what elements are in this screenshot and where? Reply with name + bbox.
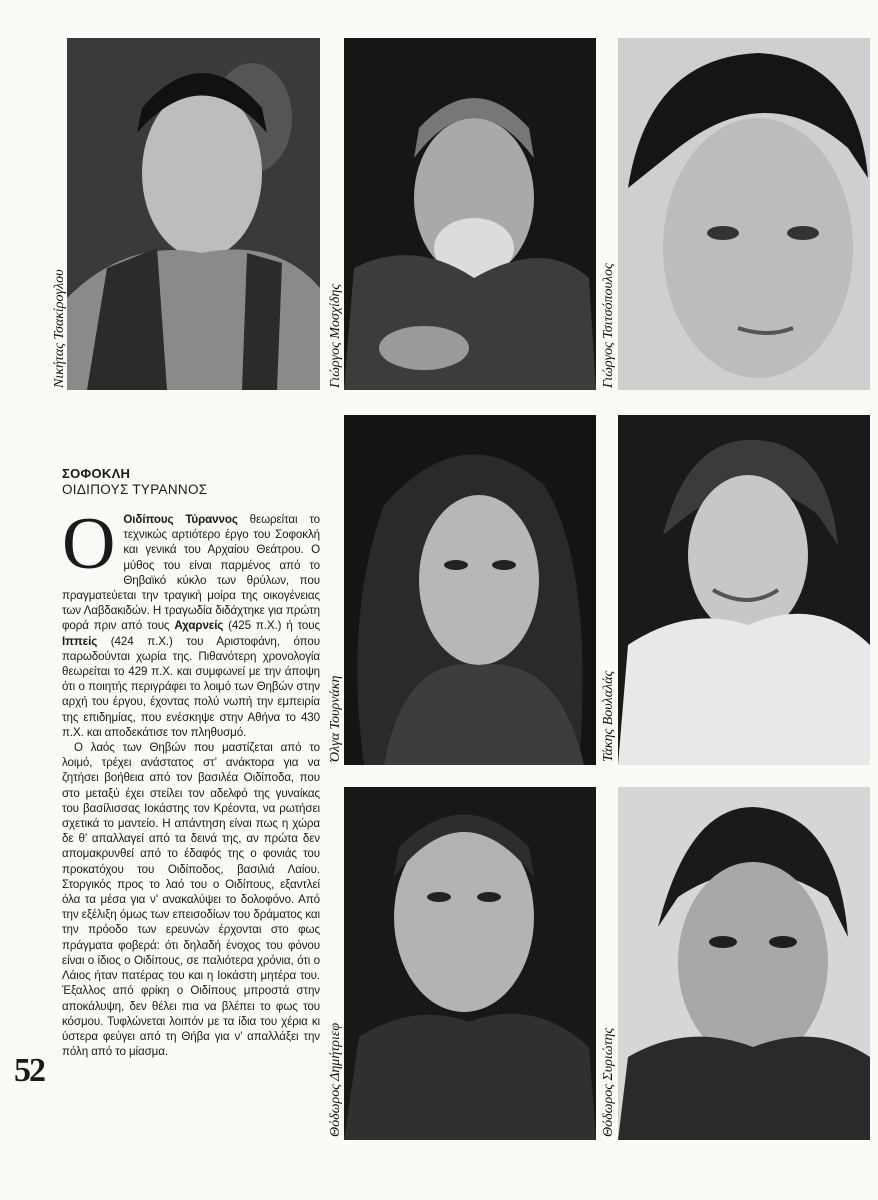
portrait-placeholder — [344, 38, 596, 390]
portrait-placeholder — [618, 38, 870, 390]
photo-olga-tournaki — [344, 415, 596, 765]
caption-giorgos-moschidis: Γιώργος Μοσχίδης — [328, 283, 343, 388]
portrait-placeholder — [618, 787, 870, 1140]
photo-giorgos-tsitsopoulos — [618, 38, 870, 390]
heading-author: ΣΟΦΟΚΛΗ — [62, 466, 131, 481]
photo-thodoros-syriotis — [618, 787, 870, 1140]
photo-giorgos-moschidis — [344, 38, 596, 390]
article-body — [62, 503, 320, 1059]
portrait-placeholder — [344, 787, 596, 1140]
article-paragraph-2: Ο λαός των Θηβών που μαστίζεται από το λοιμό, τρέχει ανάστατος στ’ ανάκτορα για να ζητήσει βοήθεια από τον βασιλέα Οιδίποδα, που στο μεταξύ έχει στείλει τον αδελφό της γυναίκας του βασίλισσας Ιοκάστης τον Κρέοντα, να ρωτήσει σχετικά το μαντείο. Η απάντηση είναι πως η χώρα δε θ’ απαλλαγεί από τα δεινά της, αν πρώτα δεν απομακρυνθεί από το έδαφός της ο φονιάς του προκατόχου του Οιδίποδος, βασιλιά Λαίου. Στοργικός προς το λαό του ο Οιδίπους, εξαντλεί όλα τα μέσα για ν’ ανακαλύψει το δολοφόνο. Από την εξέλιξη όμως των επεισοδίων του δράματος και την πρόοδο των ερευνών έρχονται στο φως πράγματα φοβερά: ότι δηλαδή ένοχος του φόνου είναι ο ίδιος ο Οιδίπους, σε παλιότερα χρόνια, ότι ο Λάιος ήταν πατέρας του και η Ιοκάστη μητέρα του. Έξαλλος από φρίκη ο Οιδίπους μπροστά στην αποκάλυψη, δεν θέλει πια να βλέπει το φως του κόσμου. Τυφλώνεται λοιπόν με τα ίδια του χέρια κι ύστερα φεύγει από τη Θήβα για ν’ απαλλάξει την πόλη από το μίασμα. — [62, 741, 320, 1059]
caption-nikitas-tsakiroglou: Νικήτας Τσακίρογλου — [52, 269, 67, 388]
play-title: Οιδίπους Τύραννος — [123, 513, 238, 526]
caption-thodoros-dimitriev: Θόδωρος Δημήτριεφ — [328, 1022, 343, 1137]
photo-nikitas-tsakiroglou — [67, 38, 320, 390]
page-number: 52 — [14, 1052, 44, 1089]
caption-takis-voulalas: Τάκης Βουλαλάς — [601, 670, 616, 762]
portrait-placeholder — [618, 415, 870, 765]
photo-thodoros-dimitriev — [344, 787, 596, 1140]
heading-title: ΟΙΔΙΠΟΥΣ ΤΥΡΑΝΝΟΣ — [62, 482, 208, 497]
portrait-placeholder — [67, 38, 320, 390]
caption-giorgos-tsitsopoulos: Γιώργος Τσιτσόπουλος — [601, 263, 616, 388]
caption-olga-tournaki: Όλγα Τουρνάκη — [328, 675, 343, 762]
portrait-placeholder — [344, 415, 596, 765]
article-paragraph-1: Ο Οιδίπους Τύραννος θεωρείται το τεχνικώς αρτιότερο έργο του Σοφοκλή και γενικά του Αρχαίου Θεάτρου. Ο μύθος του είναι παρμένος από το Θηβαϊκό κύκλο των θρύλων, που πραγματεύεται την τραγική μοίρα της οικογένειας των Λαβδακιδών. Η τραγωδία διδάχτηκε για πρώτη φορά πριν από τους Αχαρνείς (425 π.Χ.) ή τους Ιππείς (424 π.Χ.) του Αριστοφάνη, όπου παρωδούνται χωρία της. Πιθανότερη χρονολογία θεωρείται το 429 π.Χ. και συμφωνεί με την άποψη ότι ο ποιητής περιγράφει το λοιμό των Θηβών στην αρχή του έργου, έχοντας πολύ νωπή την εμπειρία της επιδημίας, που ενέσκηψε στην Αθήνα το 430 π.Χ. και αποδεκάτισε τον πληθυσμό. — [62, 503, 320, 739]
caption-thodoros-syriotis: Θόδωρος Συριώτης — [601, 1027, 616, 1137]
drop-cap: Ο — [62, 503, 116, 585]
article-heading — [62, 466, 207, 498]
photo-takis-voulalas — [618, 415, 870, 765]
